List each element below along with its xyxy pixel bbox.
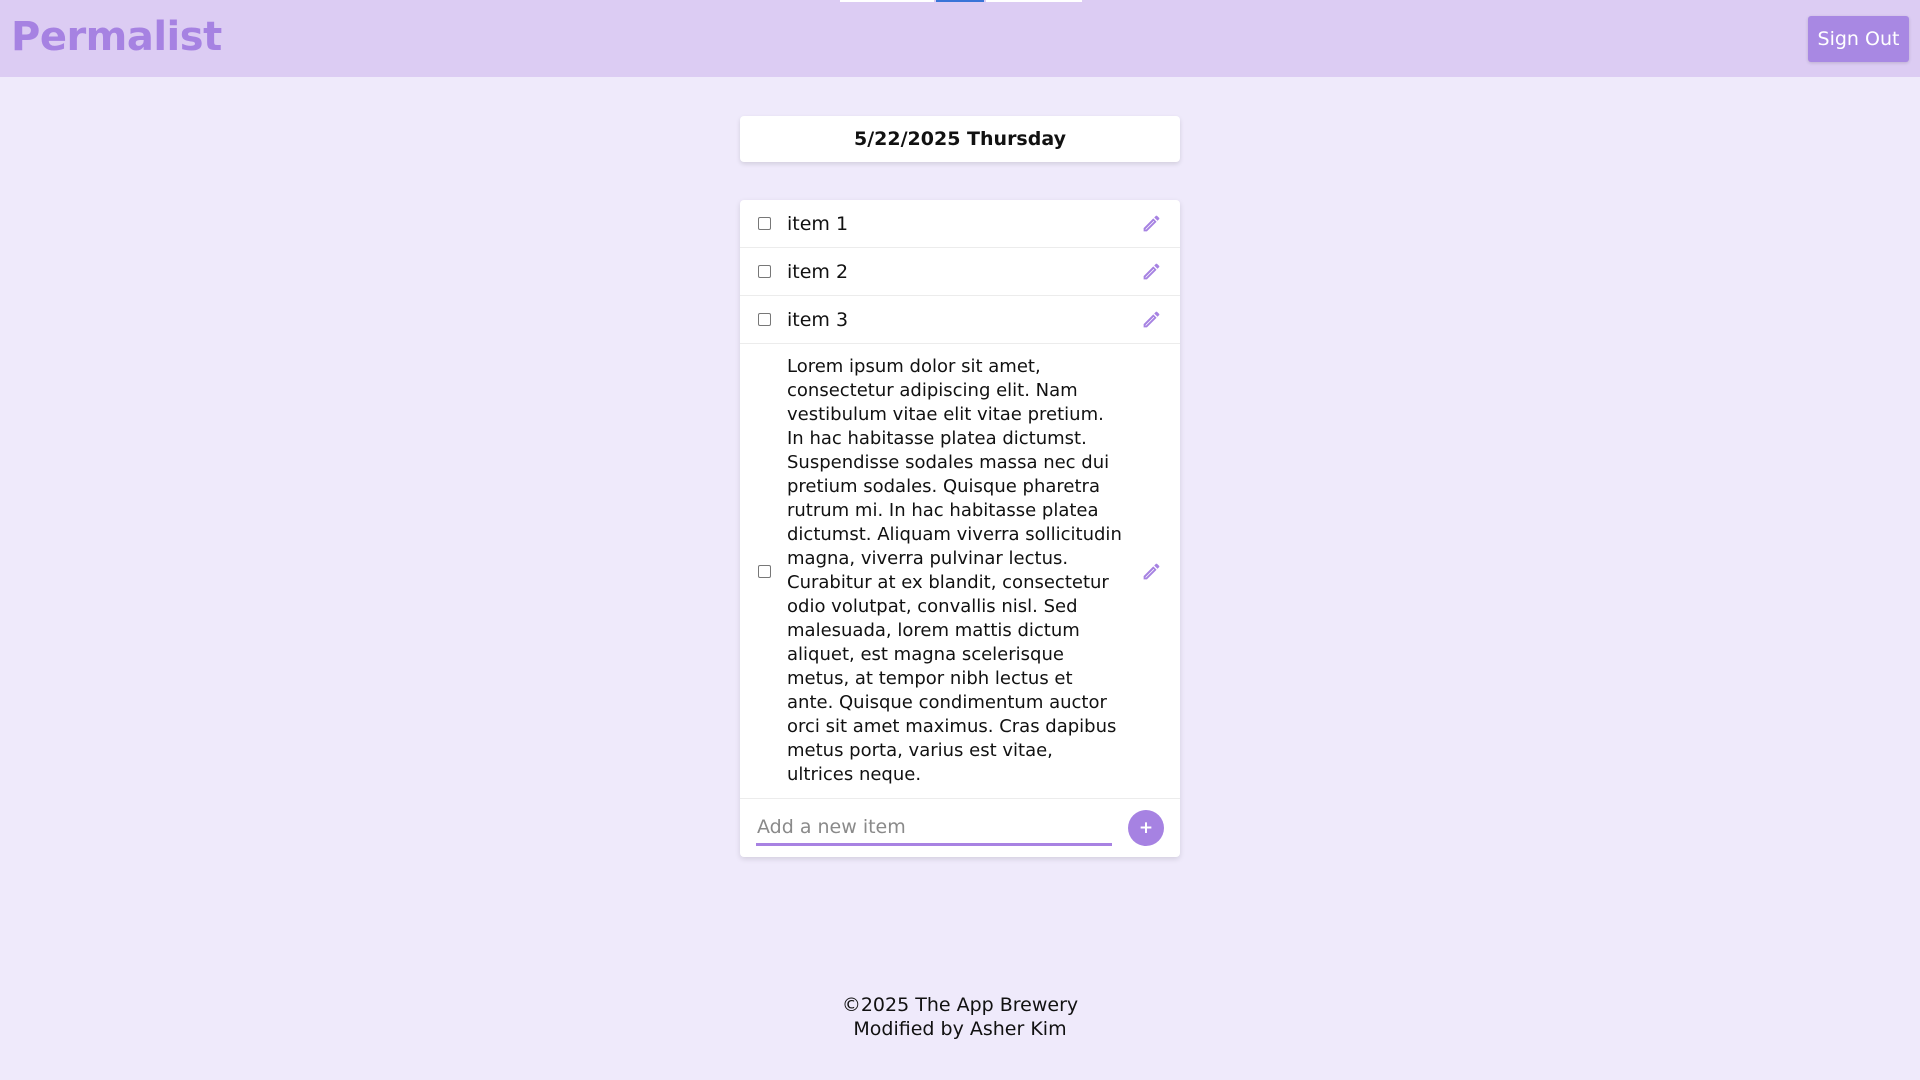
pencil-icon	[1141, 261, 1162, 282]
item-text: Lorem ipsum dolor sit amet, consectetur adipiscing elit. Nam vestibulum vitae elit vitae pretium. In hac habitasse platea dictumst. Suspendisse sodales massa nec dui pretium sodales. Quisque pharetra rutrum mi. In hac habitasse platea dictumst. Aliquam viverra sollicitudin magna, viverra pulvinar lectus. Curabitur at ex blandit, consectetur odio volutpat, convallis nisl. Sed malesuada, lorem mattis dictum aliquet, est magna scelerisque metus, at tempor nibh lectus et ante. Quisque condimentum auctor orci sit amet maximus. Cras dapibus metus porta, varius est vitae, ultrices neque.	[787, 356, 1122, 785]
list-item	[740, 248, 1180, 296]
item-checkbox[interactable]	[758, 565, 771, 578]
add-item-row	[740, 799, 1180, 857]
item-text: item 2	[787, 260, 849, 283]
header-bar	[0, 0, 1920, 77]
tab-indicator-2[interactable]	[936, 0, 984, 2]
date-label: 5/22/2025 Thursday	[854, 128, 1066, 150]
tab-indicator-3[interactable]	[986, 0, 1082, 2]
brand-logo[interactable]: Permalist	[11, 14, 222, 60]
item-checkbox[interactable]	[758, 313, 771, 326]
list-item	[740, 200, 1180, 248]
pencil-icon	[1141, 213, 1162, 234]
plus-icon: +	[1138, 818, 1154, 838]
top-tab-indicators	[840, 0, 1082, 2]
add-item-button[interactable]	[1128, 810, 1164, 846]
date-card	[740, 116, 1180, 162]
list-item	[740, 296, 1180, 344]
edit-button[interactable]	[1138, 259, 1164, 285]
footer-copyright: ©2025 The App Brewery	[841, 994, 1079, 1016]
list-item	[740, 344, 1180, 799]
sign-out-button[interactable]: Sign Out	[1808, 16, 1909, 62]
new-item-input[interactable]	[756, 810, 1112, 846]
pencil-icon	[1141, 561, 1162, 582]
item-checkbox[interactable]	[758, 217, 771, 230]
pencil-icon	[1141, 309, 1162, 330]
item-text: item 1	[787, 212, 849, 235]
edit-button[interactable]	[1138, 211, 1164, 237]
item-checkbox[interactable]	[758, 265, 771, 278]
item-text: item 3	[787, 308, 849, 331]
edit-button[interactable]	[1138, 307, 1164, 333]
tab-indicator-1[interactable]	[840, 0, 934, 2]
todo-list	[740, 200, 1180, 857]
footer	[0, 993, 1920, 1041]
edit-button[interactable]	[1138, 558, 1164, 584]
footer-modified-by: Modified by Asher Kim	[853, 1018, 1067, 1040]
